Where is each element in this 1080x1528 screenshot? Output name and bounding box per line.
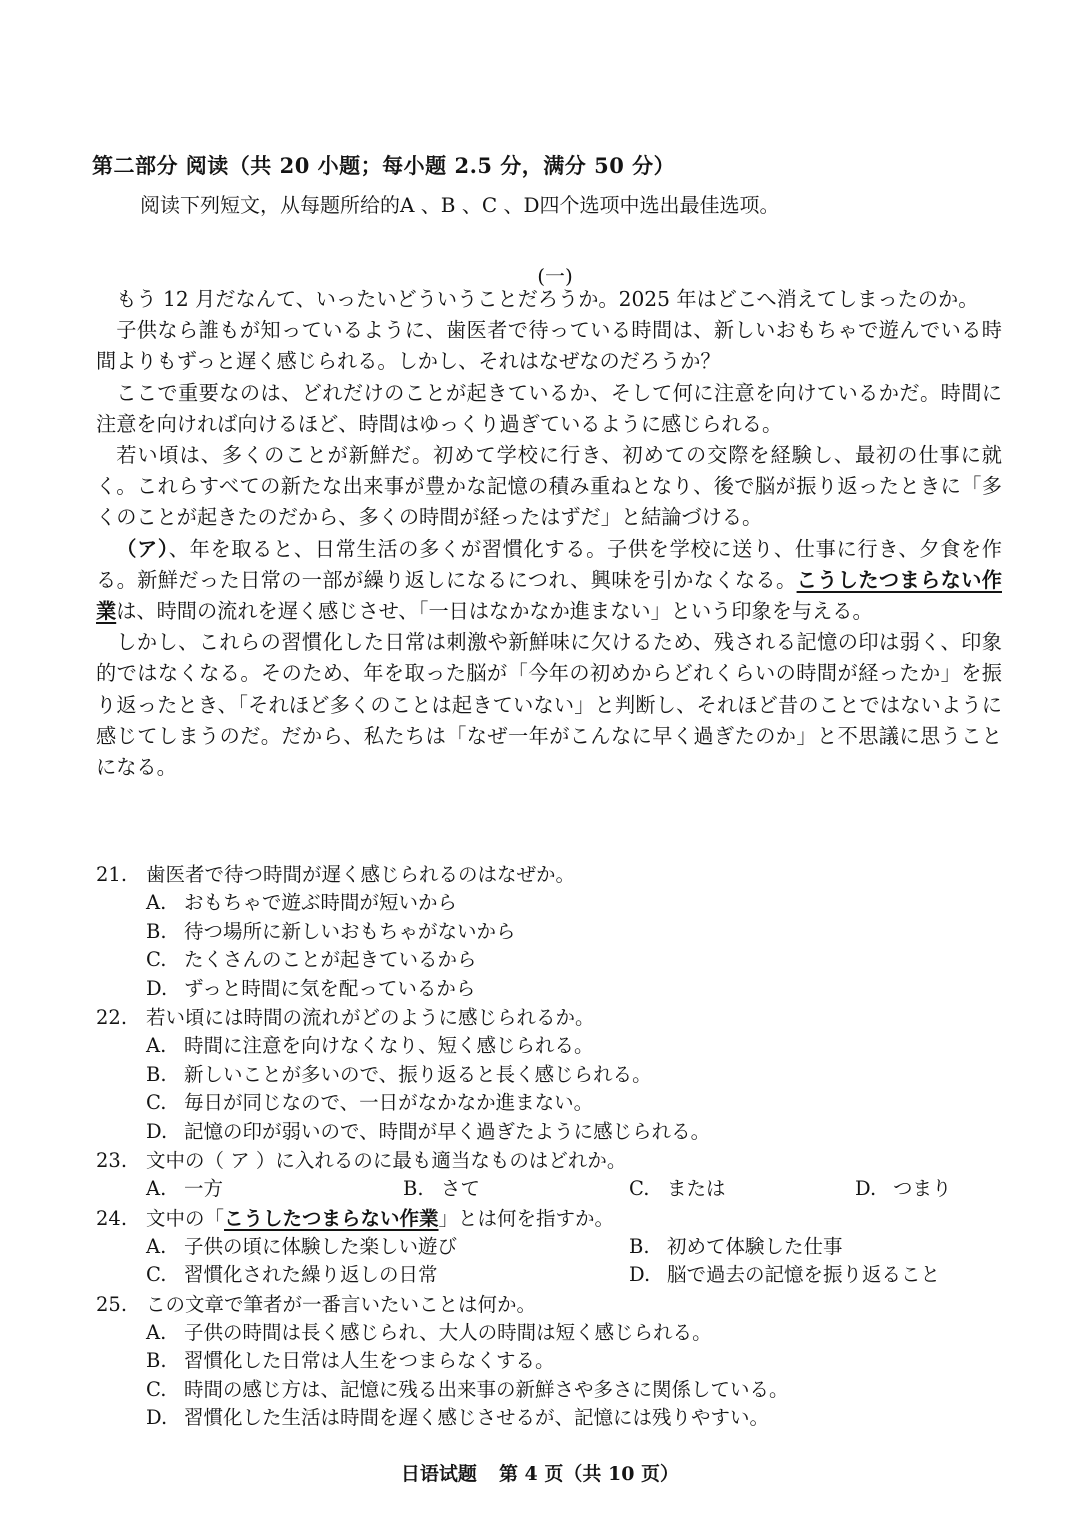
question-stem [96, 1146, 996, 1175]
option-b [403, 1175, 480, 1204]
option-letter: B. [629, 1234, 650, 1258]
option-text: 子供の時間は長く感じられ、大人の時間は短く感じられる。 [184, 1320, 712, 1344]
option-text: 習慣化された繰り返しの日常 [184, 1263, 438, 1286]
option-c [629, 1175, 726, 1204]
paragraph-5 [96, 534, 1002, 628]
paragraph-4: 若い頃は、多くのことが新鮮だ。初めて学校に行き、初めての交際を経験し、最初の仕事に就く。これらすべての新たな出来事が豊かな記憶の積み重ねとなり、後で脳が振り返ったときに「多くのことが起きたのだから、多くの時間が経ったはずだ」と結論づける。 [96, 443, 1002, 530]
page-footer [0, 1459, 1080, 1486]
question-text: 歯医者で待つ時間が遅く感じられるのはなぜか。 [146, 863, 576, 886]
option-a [96, 1032, 996, 1061]
question-stem [96, 1290, 996, 1319]
option-text: 新しいことが多いので、振り返ると長く感じられる。 [184, 1062, 652, 1086]
passage-number: (一) [537, 264, 573, 288]
option-text: 一方 [184, 1177, 224, 1200]
option-d [855, 1175, 952, 1204]
option-text: おもちゃで遊ぶ時間が短いから [184, 891, 458, 914]
paragraph-5-text-a: 、年を取ると、日常生活の多くが習慣化する。子供を学校に送り、仕事に行き、夕食を作る。新鮮だった日常の一部が繰り返しになるにつれ、興味を引かなくなる。 [96, 536, 1002, 592]
question-25 [96, 1290, 996, 1433]
footer-subject: 日语试题 [400, 1463, 477, 1485]
option-b [629, 1233, 843, 1262]
section-instructions: 阅读下列短文，从每题所给的A 、B 、C 、D四个选项中选出最佳选项。 [140, 193, 780, 217]
option-text: 習慣化した生活は時間を遅く感じさせるが、記憶には残りやすい。 [184, 1406, 770, 1429]
option-row [96, 1261, 996, 1290]
option-text: たくさんのことが起きているから [184, 948, 477, 971]
option-c [96, 946, 996, 975]
option-d [96, 975, 996, 1004]
option-a [146, 1233, 457, 1262]
option-text: 待つ場所に新しいおもちゃがないから [184, 919, 516, 943]
paragraph-3: ここで重要なのは、どれだけのことが起きているか、そして何に注意を向けているかだ。時間に注意を向ければ向けるほど、時間はゆっくり過ぎているように感じられる。 [96, 380, 1002, 436]
option-text: さて [441, 1177, 481, 1200]
option-text: 子供の頃に体験した楽しい遊び [184, 1234, 458, 1258]
option-b [96, 1061, 996, 1090]
reading-passage [96, 284, 1002, 783]
option-a [96, 889, 996, 918]
option-letter: A. [146, 1177, 167, 1200]
option-text: ずっと時間に気を配っているから [184, 976, 476, 1000]
option-d [629, 1261, 940, 1290]
question-text: 文中の（ ア ）に入れるのに最も適当なものはどれか。 [146, 1149, 627, 1172]
option-letter: B. [146, 919, 167, 943]
option-d [96, 1404, 996, 1433]
paragraph-1: もう 12 月だなんて、いったいどういうことだろうか。2025 年はどこへ消えてしまったのか。 [116, 287, 979, 311]
option-c [146, 1261, 438, 1290]
question-number: 23. [96, 1149, 128, 1172]
option-a [96, 1319, 996, 1348]
option-b [96, 918, 996, 947]
option-row [96, 1233, 996, 1262]
option-c [96, 1376, 996, 1405]
option-text: 習慣化した日常は人生をつまらなくする。 [184, 1349, 555, 1372]
question-22 [96, 1003, 996, 1146]
option-text: 時間に注意を向けなくなり、短く感じられる。 [184, 1034, 594, 1057]
option-letter: C. [146, 1263, 167, 1286]
option-a [146, 1175, 223, 1204]
option-text: 脳で過去の記憶を振り返ること [667, 1263, 941, 1286]
option-letter: A. [146, 1320, 167, 1344]
question-stem [96, 1204, 996, 1233]
option-c [96, 1089, 996, 1118]
underlined-phrase: こうしたつまらない作業 [96, 567, 1002, 624]
option-text: 初めて体験した仕事 [667, 1234, 843, 1258]
question-list [96, 860, 996, 1433]
option-text: 記憶の印が弱いので、時間が早く過ぎたように感じられる。 [184, 1119, 711, 1143]
option-text: 毎日が同じなので、一日がなかなか進まない。 [184, 1091, 594, 1114]
question-24 [96, 1204, 996, 1290]
question-text-b: 」とは何を指すか。 [438, 1206, 615, 1230]
question-21 [96, 860, 996, 1003]
option-text: 時間の感じ方は、記憶に残る出来事の新鮮さや多さに関係している。 [184, 1377, 789, 1401]
paragraph-2: 子供なら誰もが知っているように、歯医者で待っている時間は、新しいおもちゃで遊んでいる時間よりもずっと遅く感じられる。しかし、それはなぜなのだろうか？ [96, 318, 1002, 374]
question-number: 25. [96, 1292, 128, 1316]
option-letter: B. [403, 1177, 424, 1200]
question-number: 22. [96, 1006, 128, 1029]
option-letter: A. [146, 1234, 167, 1258]
option-d [96, 1118, 996, 1147]
option-b [96, 1347, 996, 1376]
section-title: 第二部分 阅读（共 20 小题；每小题 2.5 分，满分 50 分） [92, 153, 676, 178]
footer-page-number: 第 4 页（共 10 页） [498, 1463, 680, 1485]
option-letter: D. [855, 1177, 877, 1200]
option-letter: A. [146, 891, 167, 914]
option-letter: D. [146, 976, 168, 1000]
question-text: この文章で筆者が一番言いたいことは何か。 [146, 1292, 537, 1316]
option-letter: C. [629, 1177, 650, 1200]
question-underlined-phrase: こうしたつまらない作業 [224, 1206, 439, 1230]
question-number: 21. [96, 863, 128, 886]
option-text: または [667, 1177, 726, 1200]
question-text: 若い頃には時間の流れがどのように感じられるか。 [146, 1006, 595, 1029]
question-text-a: 文中の「 [146, 1206, 225, 1230]
option-letter: B. [146, 1349, 167, 1372]
option-letter: C. [146, 1091, 167, 1114]
option-letter: B. [146, 1062, 167, 1086]
option-row [96, 1175, 996, 1204]
paragraph-6: しかし、これらの習慣化した日常は刺激や新鮮味に欠けるため、残される記憶の印は弱く、印象的ではなくなる。そのため、年を取った脳が「今年の初めからどれくらいの時間が経ったか」を振り返ったとき、「それほど多くのことは起きていない」と判断し、それほど昔のことではないように感じてしまうのだ。だから、私たちは「なぜ一年がこんなに早く過ぎたのか」と不思議に思うことになる。 [96, 630, 1002, 780]
option-letter: D. [146, 1119, 168, 1143]
question-stem [96, 860, 996, 889]
option-letter: A. [146, 1034, 167, 1057]
option-letter: C. [146, 948, 167, 971]
blank-a: （ア） [116, 536, 169, 561]
option-letter: D. [629, 1263, 651, 1286]
question-stem [96, 1003, 996, 1032]
paragraph-5-text-b: は、時間の流れを遅く感じさせ、「一日はなかなか進まない」という印象を与える。 [116, 599, 873, 624]
question-number: 24. [96, 1206, 128, 1230]
question-23 [96, 1146, 996, 1204]
option-text: つまり [893, 1177, 952, 1200]
option-letter: C. [146, 1377, 167, 1401]
option-letter: D. [146, 1406, 168, 1429]
